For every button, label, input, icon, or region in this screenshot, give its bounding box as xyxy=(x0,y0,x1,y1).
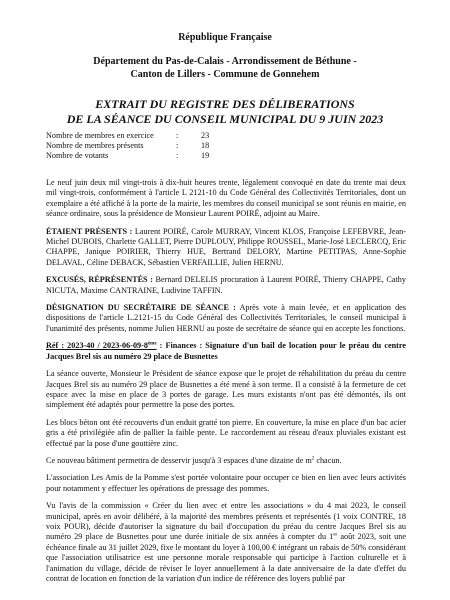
capacity-paragraph: Ce nouveau bâtiment permettra de desservir jusqu'à 3 espaces d'une dizaine de $m^2$ chacun. xyxy=(46,455,342,465)
count-label: Nombre de membres en exercice xyxy=(46,131,154,140)
secretary-text: Après vote à main levée, et en application des dispositions de l'article L.2121-15 du Code Général des Collectivités Territoriales, le conseil municipal à l'unanimité des présents, nomme Julien HERNU au poste de secrétaire de séance qui en accepte les fonctions. xyxy=(46,303,406,333)
department-line-2: Canton de Lillers - Commune de Gonnehem xyxy=(130,69,320,80)
excuses-text: Bernard DELELIS procuration à Laurent POIRÉ, Thierry CHAPPE, Cathy NICUTA, Maxime CANTRAINE, Ludivine TAFFIN. xyxy=(46,275,406,295)
title-line-1: EXTRAIT DU REGISTRE DES DÉLIBERATIONS xyxy=(95,97,355,111)
secretary-paragraph xyxy=(46,303,406,334)
excuses-label: EXCUSÉS, RÉPRÉSENTÉS : xyxy=(46,275,153,285)
count-row xyxy=(46,131,231,141)
count-sep: : xyxy=(176,141,179,150)
count-value: 23 xyxy=(201,131,210,140)
count-row xyxy=(46,151,231,161)
intro-paragraph: Le neuf juin deux mil vingt-trois à dix-huit heures trente, légalement convoqué en date du trente mai deux mil vingt-trois, conformément à l'article L 2121-10 du Code Général des Collectivités Territoriales, dont un exemplaire a été affiché à la porte de la mairie, les membres du conseil municipal se sont réunis en mairie, en séance ordinaire, sous la présidence de Monsieur Laurent POIRÉ, adjoint au Maire. xyxy=(46,178,406,219)
reference-number: Réf : 2023-40 / 2023-06-09-8ème xyxy=(46,341,157,351)
presents-label: ÉTAIENT PRÉSENTS : xyxy=(46,226,133,236)
count-value: 18 xyxy=(201,141,210,150)
body-paragraph: Les blocs béton ont été recouverts d'un enduit gratté ton pierre. En couverture, la mise en place d'un bac acier gris a été privilégiée afin de pallier la faible pente. Le raccordement au réseau d'eaux pluviales existant est effectué par la pose d'une gouttière zinc. xyxy=(46,417,406,448)
document-title xyxy=(0,97,450,127)
republic-heading: République Française xyxy=(178,32,272,43)
department-line-1: Département du Pas-de-Calais - Arrondissement de Béthune - xyxy=(93,56,357,67)
count-sep: : xyxy=(176,131,179,140)
count-label: Nombre de votants xyxy=(46,151,109,160)
association-paragraph: L'association Les Amis de la Pomme s'est portée volontaire pour occuper ce bien en lien avec leurs activités pour notamment y effectuer les opérations de pressage des pommes. xyxy=(46,473,406,493)
document-body xyxy=(46,178,406,591)
reference-heading xyxy=(46,341,406,362)
count-sep: : xyxy=(176,151,179,160)
department-heading xyxy=(0,55,450,81)
count-label: Nombre de membres présents xyxy=(46,141,144,150)
commission-paragraph: Vu l'avis de la commission « Créer du lien avec et entre les associations » du 4 mai 2023, le conseil municipal, après en avoir délibéré, à la majorité des membres présents et représentés (1 voix CONTRE, 18 voix POUR), décide d'autoriser la signature du bail d'occupation du préau du centre Jacques Brel sis au numéro 29 place de Busnettes pour une durée initiale de six années à compter du 1er août 2023, soit une échéance finale au 31 juillet 2029, fixe le montant du loyer à 100,00 € intégrant un rabais de 50% considérant que l'association utilisatrice est une personne morale responsable qui participe à l'action culturelle et à l'animation du village, décide de réviser le loyer annuellement à la date anniversaire de la date d'effet du contrat de location en fonction de la variation d'un indice de référence des loyers publié par xyxy=(46,501,406,583)
secretary-label: DÉSIGNATION DU SECRÉTAIRE DE SÉANCE : xyxy=(46,303,236,313)
title-line-2: DE LA SÉANCE DU CONSEIL MUNICIPAL DU 9 JUIN 2023 xyxy=(66,112,384,126)
excuses-paragraph xyxy=(46,275,406,296)
body-paragraph: La séance ouverte, Monsieur le Président de séance expose que le projet de réhabilitation du préau du centre Jacques Brel sis au numéro 29 place de Busnettes a été mené à son terme. Il a consisté à la fermeture de cet espace avec la mise en place de 3 portes de garage. Les murs existants n'ont pas été démontés, ils ont simplement été adaptés pour permettre la pose des portes. xyxy=(46,369,406,410)
reference-subject: : Finances : Signature d'un bail de location pour le préau du centre Jacques Brel sis au numéro 29 place de Busnettes xyxy=(46,341,406,361)
count-row xyxy=(46,141,231,151)
member-counts xyxy=(46,131,231,161)
presents-text: Laurent POIRÉ, Carole MURRAY, Vincent KLOS, Françoise LEFEBVRE, Jean-Michel DUBOIS, Charlette GALLET, Pierre DUPLOUY, Philippe ROUSSEL, Marie-José LECLERCQ, Eric CHAPPE, Janique POIRIER, Thierry HUE, Bertrand DELORY, Martine PETITPAS, Anne-Sophie DELAVAL, Céline DEBACK, Sébastien VERFAILLIE, Julien HERNU. xyxy=(46,226,406,267)
count-value: 19 xyxy=(201,151,210,160)
presents-paragraph xyxy=(46,227,406,269)
